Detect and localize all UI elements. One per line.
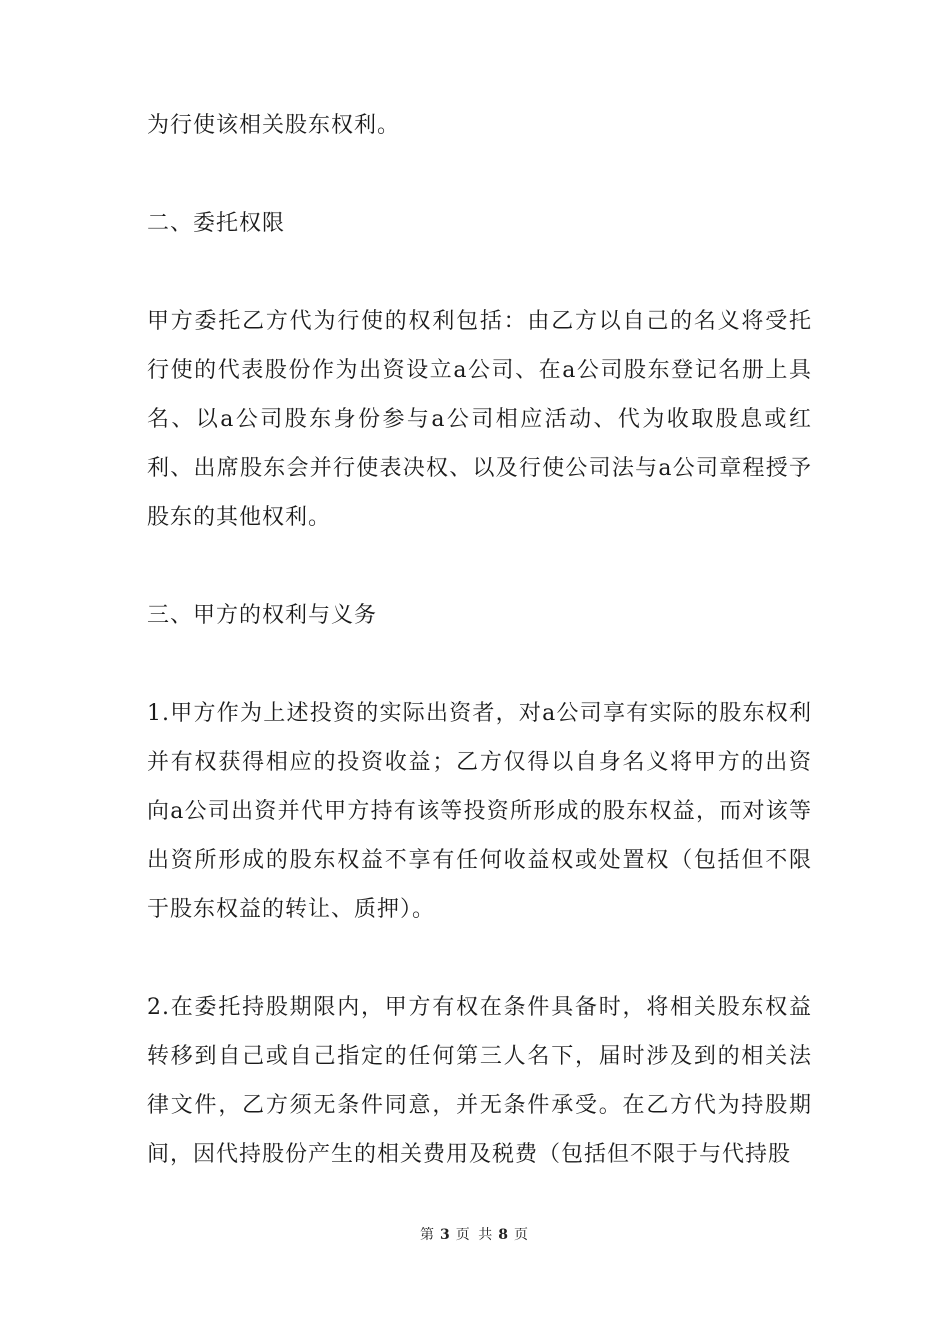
footer-middle: 页 共 bbox=[455, 1227, 495, 1243]
document-body bbox=[147, 101, 812, 1179]
clause-1: 1.甲方作为上述投资的实际出资者，对a公司享有实际的股东权利并有权获得相应的投资收益；乙方仅得以自身名义将甲方的出资向a公司出资并代甲方持有该等投资所形成的股东权益，而对该等出资所形成的股东权益不享有任何收益权或处置权（包括但不限于股东权益的转让、质押）。 bbox=[147, 701, 812, 922]
paragraph-gap bbox=[147, 542, 812, 591]
footer-current-page: 3 bbox=[440, 1227, 452, 1243]
paragraph-gap bbox=[147, 150, 812, 199]
footer-prefix: 第 bbox=[420, 1227, 437, 1243]
page-footer bbox=[0, 1224, 950, 1244]
footer-suffix: 页 bbox=[513, 1227, 530, 1243]
clause-2: 2.在委托持股期限内，甲方有权在条件具备时，将相关股东权益转移到自己或自己指定的任何第三人名下，届时涉及到的相关法律文件，乙方须无条件同意，并无条件承受。在乙方代为持股期间，因代持股份产生的相关费用及税费（包括但不限于与代持股 bbox=[147, 995, 812, 1167]
paragraph-gap bbox=[147, 640, 812, 689]
section-heading-delegation-scope: 二、委托权限 bbox=[147, 211, 286, 236]
section-heading-party-a-rights: 三、甲方的权利与义务 bbox=[147, 603, 378, 628]
paragraph-delegated-rights: 甲方委托乙方代为行使的权利包括：由乙方以自己的名义将受托行使的代表股份作为出资设立a公司、在a公司股东登记名册上具名、以a公司股东身份参与a公司相应活动、代为收取股息或红利、出席股东会并行使表决权、以及行使公司法与a公司章程授予股东的其他权利。 bbox=[147, 309, 812, 530]
paragraph-gap bbox=[147, 934, 812, 983]
paragraph-continuation: 为行使该相关股东权利。 bbox=[147, 113, 401, 138]
paragraph-gap bbox=[147, 248, 812, 297]
footer-total-pages: 8 bbox=[498, 1227, 510, 1243]
